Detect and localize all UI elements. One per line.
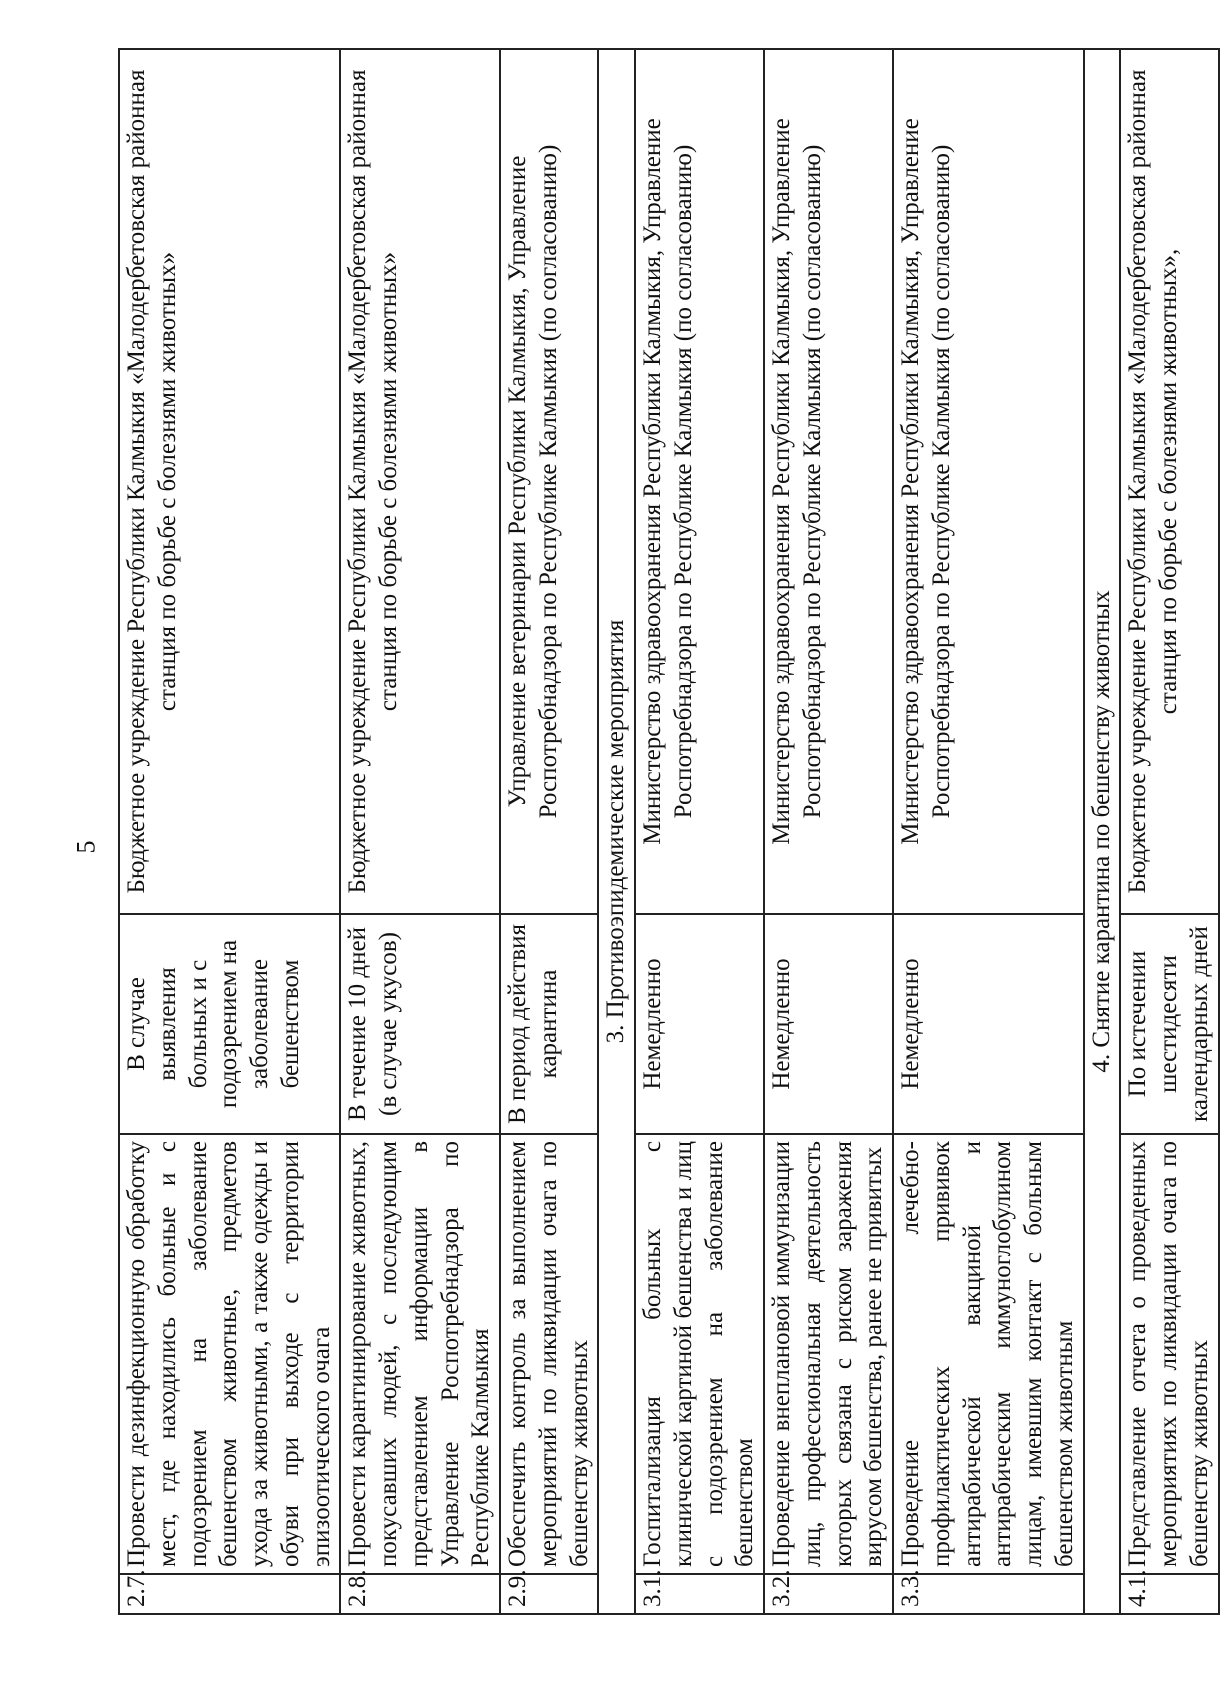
row-responsible: Бюджетное учреждение Республики Калмыкия «Малодербетовская районная станция по борьбе с болезнями животных» (340, 49, 500, 914)
row-term: По истечении шестидесяти календарных дней (1120, 914, 1218, 1134)
row-term: Немедленно (764, 914, 893, 1134)
page-number: 5 (71, 840, 101, 854)
row-responsible: Министерство здравоохранения Республики Калмыкия, Управление Роспотребнадзора по Республике Калмыкия (по согласованию) (635, 49, 764, 914)
section-header-row (598, 49, 635, 1614)
row-number: 3.1. (635, 1574, 764, 1614)
section-4-title: 4. Снятие карантина по бешенству животных (1084, 49, 1121, 1614)
measures-table (118, 48, 1220, 1615)
row-term: В случае выявления больных и с подозрением на заболевание бешенством (119, 914, 340, 1134)
rotated-table-container (118, 50, 1213, 1615)
row-responsible: Министерство здравоохранения Республики Калмыкия, Управление Роспотребнадзора по Республике Калмыкия (по согласованию) (893, 49, 1084, 914)
row-action: Обеспечить контроль за выполнением мероприятий по ликвидации очага по бешенству животных (500, 1134, 598, 1574)
row-action: Представление отчета о проведенных мероприятиях по ликвидации очага по бешенству животных (1120, 1134, 1218, 1574)
row-term: В период действия карантина (500, 914, 598, 1134)
table-row (893, 49, 1084, 1614)
row-responsible: Бюджетное учреждение Республики Калмыкия «Малодербетовская районная станция по борьбе с болезнями животных», (1120, 49, 1218, 914)
row-number: 2.8. (340, 1574, 500, 1614)
table-row (500, 49, 598, 1614)
row-action: Проведение лечебно-профилактических прививок антирабической вакциной и антирабическим иммуноглобулином лицам, имевшим контакт с больным бешенством животным (893, 1134, 1084, 1574)
row-responsible: Министерство здравоохранения Республики Калмыкия, Управление Роспотребнадзора по Республике Калмыкия (по согласованию) (764, 49, 893, 914)
row-number: 3.2. (764, 1574, 893, 1614)
row-action: Госпитализация больных с клинической картиной бешенства и лиц с подозрением на заболевание бешенством (635, 1134, 764, 1574)
section-3-title: 3. Противоэпидемические мероприятия (598, 49, 635, 1614)
row-number: 2.9. (500, 1574, 598, 1614)
row-responsible: Управление ветеринарии Республики Калмыкия, Управление Роспотребнадзора по Республике Калмыкия (по согласованию) (500, 49, 598, 914)
row-responsible: Бюджетное учреждение Республики Калмыкия «Малодербетовская районная станция по борьбе с болезнями животных» (119, 49, 340, 914)
row-term: В течение 10 дней (в случае укусов) (340, 914, 500, 1134)
table-row (1120, 49, 1218, 1614)
row-action: Проведение внеплановой иммунизации лиц, профессиональная деятельность которых связана с риском заражения вирусом бешенства, ранее не привитых (764, 1134, 893, 1574)
table-row (764, 49, 893, 1614)
row-number: 3.3. (893, 1574, 1084, 1614)
row-number: 2.7. (119, 1574, 340, 1614)
row-term: Немедленно (635, 914, 764, 1134)
row-term: Немедленно (893, 914, 1084, 1134)
row-number: 4.1. (1120, 1574, 1218, 1614)
table-row (340, 49, 500, 1614)
section-header-row (1084, 49, 1121, 1614)
table-row (119, 49, 340, 1614)
row-action: Провести дезинфекционную обработку мест, где находились больные и с подозрением на заболевание бешенством животные, предметов ухода за животными, а также одежды и обуви при выходе с территории эпизоотического очага (119, 1134, 340, 1574)
table-row (635, 49, 764, 1614)
row-action: Провести карантинирование животных, покусавших людей, с последующим представлением информации в Управление Роспотребнадзора по Республике Калмыкия (340, 1134, 500, 1574)
